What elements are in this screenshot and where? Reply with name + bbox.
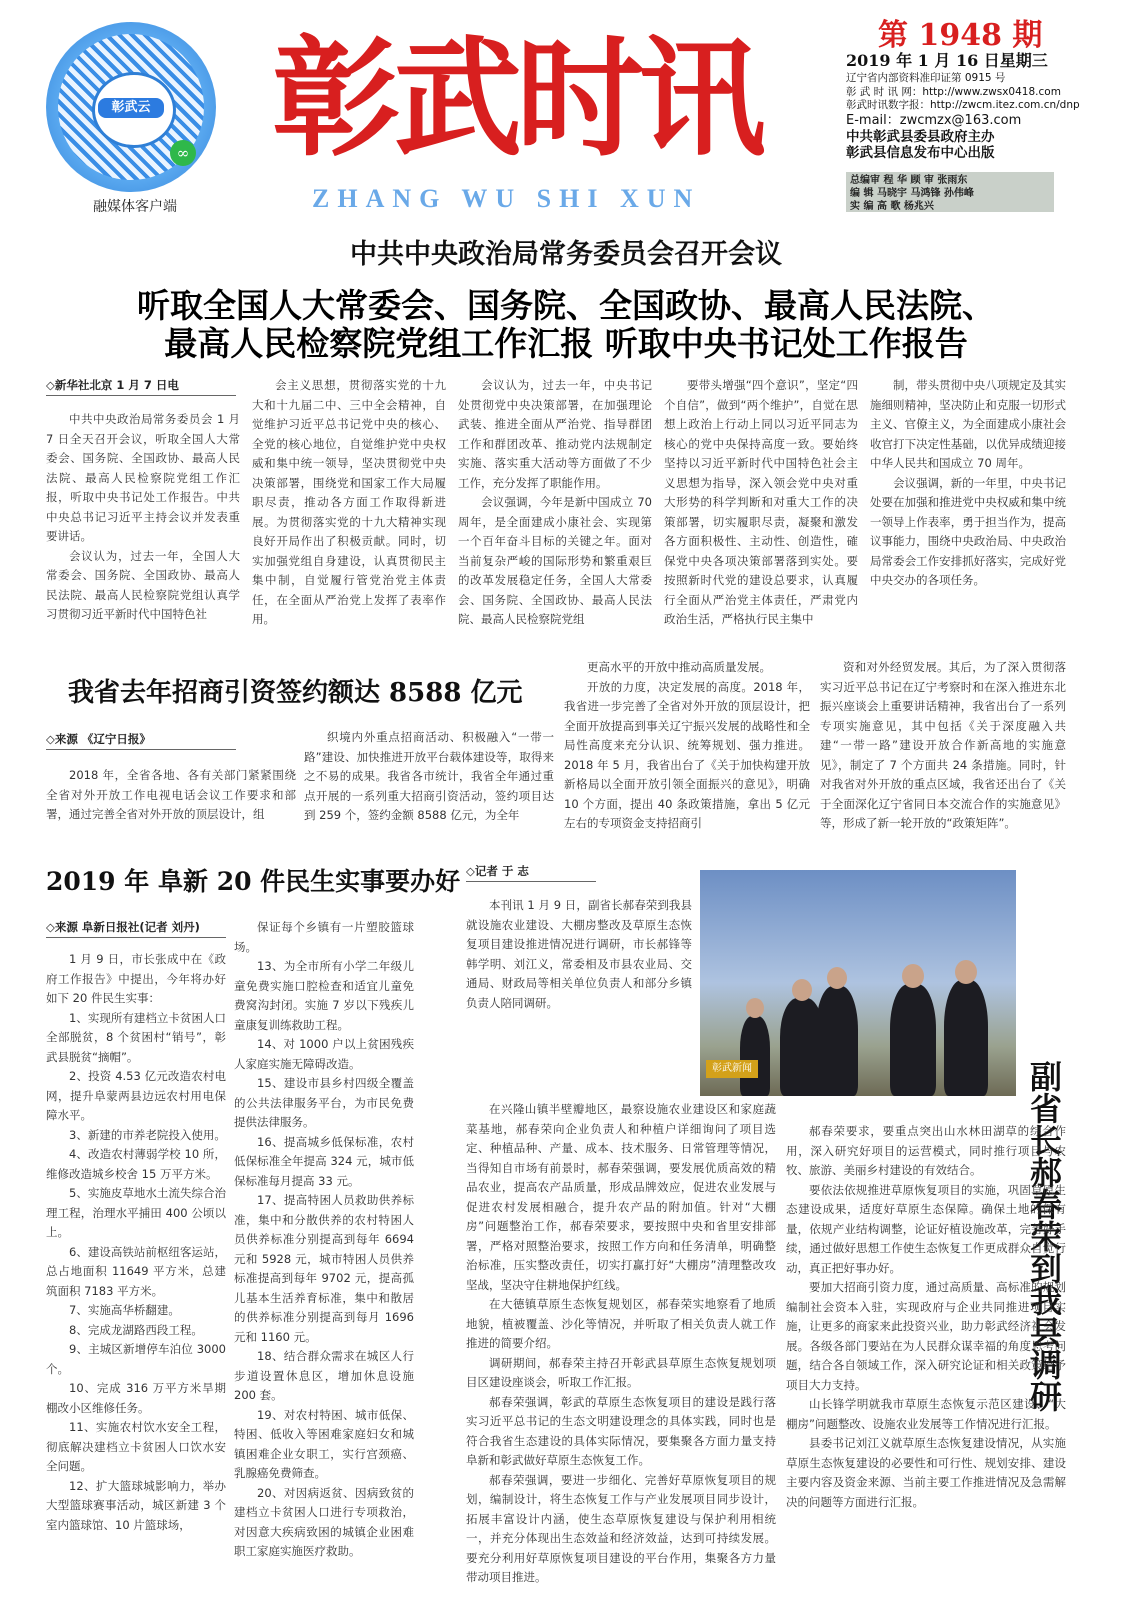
publication-meta <box>846 50 1106 161</box>
photo-person <box>955 960 977 984</box>
staff-box <box>846 172 1054 212</box>
photo-person <box>827 967 847 989</box>
photo-person <box>746 998 764 1018</box>
invest-column-3 <box>564 658 810 830</box>
photo-person <box>902 964 924 988</box>
paragraph: 18、结合群众需求在城区人行步道设置休息区，增加休息设施 200 套。 <box>234 1349 414 1402</box>
link-icon: ∞ <box>170 140 196 166</box>
digital-edition-link[interactable]: 彰武时讯数字报：http://zwcm.itez.com.cn/dnp <box>846 99 1080 111</box>
paragraph: 4、改造农村薄弱学校 10 所，维修改造城乡校舍 15 万平方米。 <box>46 1147 226 1181</box>
paragraph: 17、提高特困人员救助供养标准，集中和分散供养的农村特困人员供养标准分别提高到每年 6694 元和 5928 元，城市特困人员供养标准提高到每年 9702 元，提高孤儿基本生活养育标准，集中和散居的供养标准分别提高到每月 1696 元和 1160 元。 <box>234 1193 414 1344</box>
paragraph: 会议认为，过去一年，中央书记处贯彻党中央决策部署，在加强理论武装、推进全面从严治党、指导群团工作和群团改革、推动党内法规制定实施、落实重大活动等方面做了不少工作，充分发挥了职能作用。 <box>458 378 652 490</box>
paragraph: 会主义思想，贯彻落实党的十九大和十九届二中、三中全会精神，自觉维护习近平总书记党中央的核心、全党的核心地位，自觉维护党中央权威和集中统一领导，坚决贯彻党中央决策部署，围绕党和国家工作大局履职尽责，推动各方面工作取得新进展。为贯彻落实党的十九大精神实现良好开局作出了积极贡献。同时，切实加强党组自身建设，认真贯彻民主集中制，自觉履行管党治党主体责任，在全面从严治党上发挥了表率作用。 <box>252 378 446 626</box>
tv-station-logo: 彰武新闻 <box>706 1060 758 1078</box>
paragraph: 2018 年，全省各地、各有关部门紧紧围绕全省对外开放工作电视电话会议工作要求和部署，通过完善全省对外开放的顶层设计，组 <box>46 768 296 821</box>
paragraph: 要加大招商引资力度，通过高质量、高标准的规划编制社会资本入驻，实现政府与企业共同推进项目实施，让更多的商家来此投资兴业，助力彰武经济社会发展。各级各部门要站在为人民群众谋幸福的角度思考问题，结合各自领域工作，深入研究论证和相关政策给予项目大力支持。 <box>786 1280 1066 1392</box>
email-link[interactable]: E-mail：zwcmzx@163.com <box>846 112 1022 128</box>
news-photo <box>700 870 1016 1096</box>
paragraph: 15、建设市县乡村四级全覆盖的公共法律服务平台，为市民免费提供法律服务。 <box>234 1076 414 1129</box>
paragraph: 12、扩大篮球城影响力，举办大型篮球赛事活动，城区新建 3 个室内篮球馆、10 片篮球场， <box>46 1478 226 1532</box>
paragraph: 山长锋学明就我市草原生态恢复示范区建设、“大棚房”问题整改、设施农业发展等工作情况进行汇报。 <box>786 1397 1066 1431</box>
fuxin-headline: 2019 年 阜新 20 件民生实事要办好 <box>46 867 461 896</box>
publisher-line: 中共彰武县委县政府主办 <box>846 128 995 145</box>
lead-column-2 <box>252 376 446 640</box>
lead-column-1 <box>46 410 240 640</box>
lead-kicker: 中共中央政治局常务委员会召开会议 <box>350 239 782 270</box>
masthead-title: 彰武时讯 <box>272 24 761 174</box>
paragraph: 中共中央政治局常务委员会 1 月 7 日全天召开会议，听取全国人大常委会、国务院、全国政协、最高人民法院、最高人民检察院党组工作汇报，听取中央书记处工作报告。中共中央总书记习近平主持会议并发表重要讲话。 <box>46 412 240 543</box>
invest-column-1 <box>46 766 296 830</box>
survey-byline: ◇记者 于 志 <box>466 864 529 878</box>
paragraph: 开放的力度，决定发展的高度。2018 年，我省进一步完善了全省对外开放的顶层设计，把全面开放提高到事关辽宁振兴发展的战略性和全局性高度来充分认识、统筹规划、强力推进。2018 年 5 月，我省出台了《关于加快构建开放新格局以全面开放引领全面振兴的意见》，明确 10 个方面，提出 40 条政策措施，拿出 5 亿元左右的专项资金支持招商引 <box>564 679 810 830</box>
lead-headline: 听取全国人大常委会、国务院、全国政协、最高人民法院、 <box>137 286 995 325</box>
paragraph: 保证每个乡镇有一片塑胶篮球场。 <box>234 920 414 954</box>
paragraph: 在大德镇草原生态恢复规划区，郝春荣实地察看了地质地貌，植被覆盖、沙化等情况，并听取了相关负责人就工作推进的简要介绍。 <box>466 1297 776 1350</box>
paragraph: 19、对农村特困、城市低保、特困、低收入等困难家庭妇女和城镇困难企业女职工，实行宫颈癌、乳腺癌免费筛查。 <box>234 1407 414 1480</box>
paragraph: 会议强调，今年是新中国成立 70 周年，是全面建成小康社会、实现第一个百年奋斗目标的关键之年。面对当前复杂严峻的国际形势和繁重艰巨的改革发展稳定任务，全国人大常委会、国务院、全国政协、最高人民法院、最高人民检察院党组 <box>458 495 652 626</box>
staff-row: 总编审 程 华 顾 审 张雨东 <box>850 175 968 186</box>
paragraph: 13、为全市所有小学二年级儿童免费实施口腔检查和适宜儿童免费窝沟封闭。实施 7 岁以下残疾儿童康复训练救助工程。 <box>234 959 414 1032</box>
paragraph: 1、实现所有建档立卡贫困人口全部脱贫，8 个贫困村“销号”，彰武县脱贫“摘帽”。 <box>46 1010 226 1064</box>
paragraph: 16、提高城乡低保标准，农村低保标准全年提高 324 元，城市低保标准每月提高 33 元。 <box>234 1134 414 1188</box>
paragraph: 8、完成龙湖路西段工程。 <box>69 1322 203 1337</box>
lead-dateline: ◇新华社北京 1 月 7 日电 <box>46 378 179 392</box>
paragraph: 11、实施农村饮水安全工程，彻底解决建档立卡贫困人口饮水安全问题。 <box>46 1420 226 1473</box>
masthead-pinyin: ZHANG WU SHI XUN <box>312 184 701 213</box>
publisher-line: 彰武县信息发布中心出版 <box>846 144 995 161</box>
paragraph: 会议认为，过去一年，全国人大常委会、国务院、全国政协、最高人民法院、最高人民检察院党组认真学习贯彻习近平新时代中国特色社 <box>46 548 240 621</box>
meta-line: 辽宁省内部资料准印证第 0915 号 <box>846 72 1006 84</box>
paragraph: 要带头增强“四个意识”，坚定“四个自信”，做到“两个维护”，自觉在思想上政治上行动上同以习近平同志为核心的党中央保持高度一致。要始终坚持以习近平新时代中国特色社会主义思想为指导，深入领会党中央对重大形势的科学判断和对重大工作的决策部署，切实履职尽责，凝聚和激发各方面积极性、主动性、创造性，確保党中央各项决策部署落到实处。要按照新时代党的建设总要求，认真履行全面从严治党主体责任，严肃党内政治生活，严格执行民主集中 <box>664 378 858 626</box>
qr-badge-label: 彰武云 <box>98 98 164 118</box>
qr-caption: 融媒体客户端 <box>93 199 177 215</box>
lead-column-3 <box>458 376 652 640</box>
website-link[interactable]: 彰 武 时 讯 网：http://www.zwsx0418.com <box>846 85 1061 98</box>
divider <box>46 937 226 938</box>
issue-date: 2019 年 1 月 16 日星期三 <box>846 51 1048 70</box>
issue-number: 第 1948 期 <box>878 18 1043 53</box>
divider <box>46 395 236 396</box>
lead-column-5 <box>870 376 1066 640</box>
invest-dateline: ◇来源 《辽宁日报》 <box>46 732 151 746</box>
divider <box>46 749 236 750</box>
fuxin-dateline: ◇来源 阜新日报社(记者 刘丹) <box>46 920 200 934</box>
staff-row: 实 编 高 歌 杨兆兴 <box>850 201 934 212</box>
paragraph: 9、主城区新增停车泊位 3000 个。 <box>46 1342 226 1376</box>
paragraph: 会议强调，新的一年里，中央书记处要在加强和推进党中央权威和集中统一领导上作表率，勇于担当作为，提高议事能力，围绕中央政治局、中央政治局常委会工作安排抓好落实，完成好党中央交办的各项任务。 <box>870 475 1066 587</box>
paragraph: 县委书记刘江义就草原生态恢复建设情况，从实施草原生态恢复建设的必要性和可行性、规划安排、建设主要内容及资金来源、当前主要工作推进情况及急需解决的问题等方面进行汇报。 <box>786 1436 1066 1509</box>
survey-column-1-bottom <box>466 1100 776 1590</box>
divider <box>466 881 596 882</box>
paragraph: 7、实施高华桥翻建。 <box>69 1303 180 1317</box>
fuxin-column-1 <box>46 950 226 1590</box>
invest-headline: 我省去年招商引资签约额达 8588 亿元 <box>68 678 523 708</box>
paragraph: 更高水平的开放中推动高质量发展。 <box>587 660 771 674</box>
paragraph: 本刊讯 1 月 9 日，副省长郝春荣到我县就设施农业建设、大棚房整改及草原生态恢复项目建设推进情况进行调研，市长郝锋等韩学明、刘江义，常委相及市县农业局、交通局、财政局等相关单位负责人和部分乡镇负责人陪同调研。 <box>466 898 692 1010</box>
paragraph: 5、实施皮草地水土流失综合治理工程，治理水平捕田 400 公顷以上。 <box>46 1186 226 1239</box>
paragraph: 郝春荣强调，要进一步细化、完善好草原恢复项目的规划，编制设计，将生态恢复工作与产业发展项目同步设计，拓展丰富设计内涵，使生态草原恢复建设与保护利用相统一，并充分体现出生态效益和经济效益，达到可持续发展。要充分利用好草原恢复项目建设的平台作用，集聚各方力量带动项目推进。 <box>466 1472 776 1584</box>
photo-person <box>740 1016 770 1096</box>
fuxin-column-2 <box>234 918 414 1590</box>
survey-column-1-top <box>466 896 692 1098</box>
lead-column-4 <box>664 376 858 640</box>
paragraph: 14、对 1000 户以上贫困残疾人家庭实施无障碍改造。 <box>234 1037 414 1071</box>
photo-person <box>944 980 988 1096</box>
paragraph: 调研期间，郝春荣主持召开彰武县草原生态恢复规划项目区建设座谈会，听取工作汇报。 <box>466 1355 776 1389</box>
paragraph: 郝春荣要求，要重点突出山水林田湖草的综合作用，深入研究好项目的运营模式，同时推行项目与农牧、旅游、美丽乡村建设的有效结合。 <box>786 1124 1066 1177</box>
paragraph: 资和对外经贸发展。其后，为了深入贯彻落实习近平总书记在辽宁考察时和在深入推进东北振兴座谈会上重要讲话精神，我省出台了一系列专项实施意见，其中包括《关于深度融入共建“一带一路”建设开放合作新高地的实施意见》，制定了 7 个方面共 24 条措施。同时，针对我省对外开放的重点区域，我省还出台了《关于全面深化辽宁省同日本交流合作的实施意见》等，形成了新一轮开放的“政策矩阵”。 <box>820 660 1066 830</box>
paragraph: 织境内外重点招商活动、积极融入“一带一路”建设、加快推进开放平台载体建设等，取得来之不易的成果。我省各市统计，我省全年通过重点开展的一系列重大招商引资活动，签约项目达到 259 个，签约金额 8588 亿元，为全年 <box>304 730 554 822</box>
paragraph: 在兴隆山镇半壁瓣地区，最察设施农业建设区和家庭蔬菜基地，郝春荣向企业负责人和种植户详细询问了项目选定、种植品种、产量、成本、技术服务、日常管理等情况，当得知自市场有前景时，郝春荣强调，要发展优质高效的精品农业，提高农产品质量，形成品牌效应，促进农业发展与促进农村发展相融合，提升农产品的附加值。针对“大棚房”问题整治工作，郝春荣要求，要按照中央和省里安排部署，严格对照整治要求，按照工作方向和任务清单，明确整治标准，压实整改责任，切实打赢打好“大棚房”清理整改攻坚战，坚决守住耕地保护红线。 <box>466 1102 776 1292</box>
paragraph: 20、对因病返贫、因病致贫的建档立卡贫困人口进行专项救治，对因意大疾病致困的城镇企业困难职工家庭实施医疗救助。 <box>234 1485 414 1558</box>
paragraph: 10、完成 316 万平方米旱期棚改小区维修任务。 <box>46 1381 226 1415</box>
staff-row: 编 辑 马晓宇 马鸿锋 孙伟峰 <box>850 188 974 199</box>
photo-person <box>816 986 858 1096</box>
survey-column-2 <box>786 1122 1066 1590</box>
invest-column-4 <box>820 658 1066 830</box>
survey-vertical-headline: 副省长郝春荣到我县调研 <box>1025 1060 1063 1412</box>
lead-headline: 最高人民检察院党组工作汇报 听取中央书记处工作报告 <box>164 324 968 363</box>
photo-person <box>890 984 936 1096</box>
paragraph: 2、投资 4.53 亿元改造农村电网，提升阜蒙两县边远农村用电保障水平。 <box>46 1069 226 1122</box>
photo-person <box>792 979 812 1001</box>
paragraph: 3、新建的市养老院投入使用。 <box>69 1127 226 1142</box>
paragraph: 6、建设高铁站前枢纽客运站，总占地面积 11649 平方米，总建筑面积 7183 平方米。 <box>46 1244 226 1298</box>
paragraph: 要依法依规推进草原恢复项目的实施，巩固草原生态建设成果，适度好草原生态保障。确保土地的保有量，依规产业结构调整，论证好植设施改革，完善好手续，通过做好思想工作使生态恢复工作更成群众自觉行动，真正把好事办好。 <box>786 1182 1066 1275</box>
paragraph: 1 月 9 日，市长张成中在《政府工作报告》中提出，今年将办好如下 20 件民生实事： <box>46 952 226 1005</box>
paragraph: 郝春荣强调，彰武的草原生态恢复项目的建设是践行落实习近平总书记的生态文明建设理念的具体实践，同时也是符合我省生态建设的具体实际情况，要集聚各方面力量支持阜新和彰武做好草原生态恢复工作。 <box>466 1394 776 1467</box>
invest-column-2 <box>304 728 554 830</box>
paragraph: 制，带头贯彻中央八项规定及其实施细则精神，坚决防止和克服一切形式主义、官僚主义，为全面建成小康社会收官打下决定性基础，以优异成绩迎接中华人民共和国成立 70 周年。 <box>870 378 1066 470</box>
